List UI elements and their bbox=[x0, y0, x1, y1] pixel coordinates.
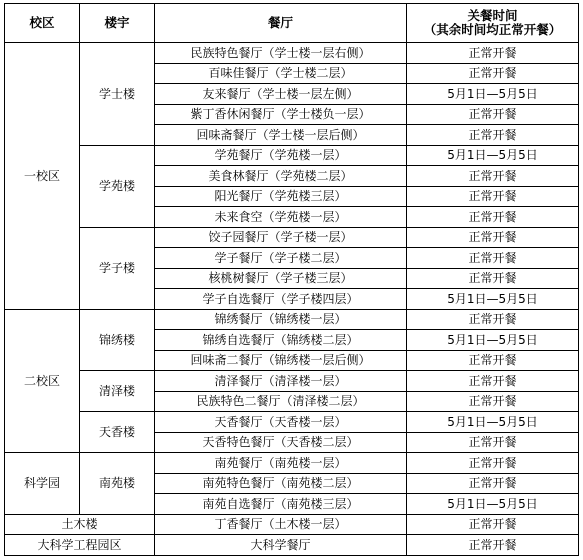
table-row bbox=[5, 453, 579, 474]
closing-time-cell: 正常开餐 bbox=[407, 104, 579, 125]
location-cell: 大科学工程园区 bbox=[5, 535, 155, 556]
restaurant-cell: 饺子园餐厅（学子楼一层） bbox=[155, 227, 407, 248]
closing-time-cell: 5月1日—5月5日 bbox=[407, 412, 579, 433]
closing-time-cell: 5月1日—5月5日 bbox=[407, 84, 579, 105]
closing-time-cell: 正常开餐 bbox=[407, 186, 579, 207]
building-cell: 清泽楼 bbox=[80, 371, 155, 412]
building-cell: 学苑楼 bbox=[80, 145, 155, 227]
restaurant-schedule-table bbox=[4, 3, 579, 556]
campus-cell: 科学园 bbox=[5, 453, 80, 515]
closing-time-cell: 正常开餐 bbox=[407, 248, 579, 269]
table-row bbox=[5, 371, 579, 392]
table-row bbox=[5, 145, 579, 166]
restaurant-cell: 核桃树餐厅（学子楼三层） bbox=[155, 268, 407, 289]
closing-time-cell: 5月1日—5月5日 bbox=[407, 145, 579, 166]
header-closing-time-note: （其余时间均正常开餐） bbox=[423, 22, 562, 37]
restaurant-cell: 友来餐厅（学士楼一层左侧） bbox=[155, 84, 407, 105]
header-campus: 校区 bbox=[5, 4, 80, 43]
restaurant-cell: 回味斋餐厅（学士楼一层后侧） bbox=[155, 125, 407, 146]
closing-time-cell: 正常开餐 bbox=[407, 453, 579, 474]
restaurant-cell: 百味佳餐厅（学士楼二层） bbox=[155, 63, 407, 84]
restaurant-cell: 学苑餐厅（学苑楼一层） bbox=[155, 145, 407, 166]
restaurant-cell: 锦绣餐厅（锦绣楼一层） bbox=[155, 309, 407, 330]
campus-cell: 一校区 bbox=[5, 43, 80, 310]
restaurant-cell: 阳光餐厅（学苑楼三层） bbox=[155, 186, 407, 207]
restaurant-cell: 丁香餐厅（土木楼一层） bbox=[155, 514, 407, 535]
header-building: 楼宇 bbox=[80, 4, 155, 43]
location-cell: 土木楼 bbox=[5, 514, 155, 535]
header-restaurant: 餐厅 bbox=[155, 4, 407, 43]
restaurant-cell: 南苑餐厅（南苑楼一层） bbox=[155, 453, 407, 474]
header-closing-time-title: 关餐时间 bbox=[467, 8, 518, 23]
building-cell: 学士楼 bbox=[80, 43, 155, 146]
table-header-row bbox=[5, 4, 579, 43]
closing-time-cell: 正常开餐 bbox=[407, 207, 579, 228]
restaurant-cell: 未来食空（学苑楼一层） bbox=[155, 207, 407, 228]
restaurant-cell: 紫丁香休闲餐厅（学士楼负一层） bbox=[155, 104, 407, 125]
campus-cell: 二校区 bbox=[5, 309, 80, 453]
restaurant-cell: 美食林餐厅（学苑楼二层） bbox=[155, 166, 407, 187]
restaurant-cell: 天香特色餐厅（天香楼二层） bbox=[155, 432, 407, 453]
closing-time-cell: 正常开餐 bbox=[407, 473, 579, 494]
table-body bbox=[5, 43, 579, 556]
table-row bbox=[5, 514, 579, 535]
restaurant-cell: 学子餐厅（学子楼二层） bbox=[155, 248, 407, 269]
closing-time-cell: 正常开餐 bbox=[407, 391, 579, 412]
closing-time-cell: 正常开餐 bbox=[407, 514, 579, 535]
building-cell: 天香楼 bbox=[80, 412, 155, 453]
closing-time-cell: 正常开餐 bbox=[407, 432, 579, 453]
closing-time-cell: 正常开餐 bbox=[407, 227, 579, 248]
restaurant-cell: 民族特色二餐厅（清泽楼二层） bbox=[155, 391, 407, 412]
restaurant-cell: 清泽餐厅（清泽楼一层） bbox=[155, 371, 407, 392]
restaurant-cell: 南苑特色餐厅（南苑楼二层） bbox=[155, 473, 407, 494]
closing-time-cell: 正常开餐 bbox=[407, 535, 579, 556]
closing-time-cell: 正常开餐 bbox=[407, 63, 579, 84]
building-cell: 南苑楼 bbox=[80, 453, 155, 515]
restaurant-cell: 锦绣自选餐厅（锦绣楼二层） bbox=[155, 330, 407, 351]
restaurant-cell: 回味斋二餐厅（锦绣楼一层后侧） bbox=[155, 350, 407, 371]
closing-time-cell: 正常开餐 bbox=[407, 125, 579, 146]
table-row bbox=[5, 309, 579, 330]
table-row bbox=[5, 412, 579, 433]
restaurant-cell: 民族特色餐厅（学士楼一层右侧） bbox=[155, 43, 407, 64]
closing-time-cell: 正常开餐 bbox=[407, 166, 579, 187]
table-row bbox=[5, 43, 579, 64]
closing-time-cell: 正常开餐 bbox=[407, 43, 579, 64]
closing-time-cell: 正常开餐 bbox=[407, 350, 579, 371]
closing-time-cell: 5月1日—5月5日 bbox=[407, 330, 579, 351]
restaurant-cell: 天香餐厅（天香楼一层） bbox=[155, 412, 407, 433]
closing-time-cell: 正常开餐 bbox=[407, 371, 579, 392]
closing-time-cell: 5月1日—5月5日 bbox=[407, 494, 579, 515]
closing-time-cell: 正常开餐 bbox=[407, 268, 579, 289]
building-cell: 锦绣楼 bbox=[80, 309, 155, 371]
restaurant-cell: 南苑自选餐厅（南苑楼三层） bbox=[155, 494, 407, 515]
restaurant-cell: 学子自选餐厅（学子楼四层） bbox=[155, 289, 407, 310]
table-row bbox=[5, 227, 579, 248]
closing-time-cell: 正常开餐 bbox=[407, 309, 579, 330]
restaurant-cell: 大科学餐厅 bbox=[155, 535, 407, 556]
building-cell: 学子楼 bbox=[80, 227, 155, 309]
header-closing-time bbox=[407, 4, 579, 43]
closing-time-cell: 5月1日—5月5日 bbox=[407, 289, 579, 310]
table-row bbox=[5, 535, 579, 556]
